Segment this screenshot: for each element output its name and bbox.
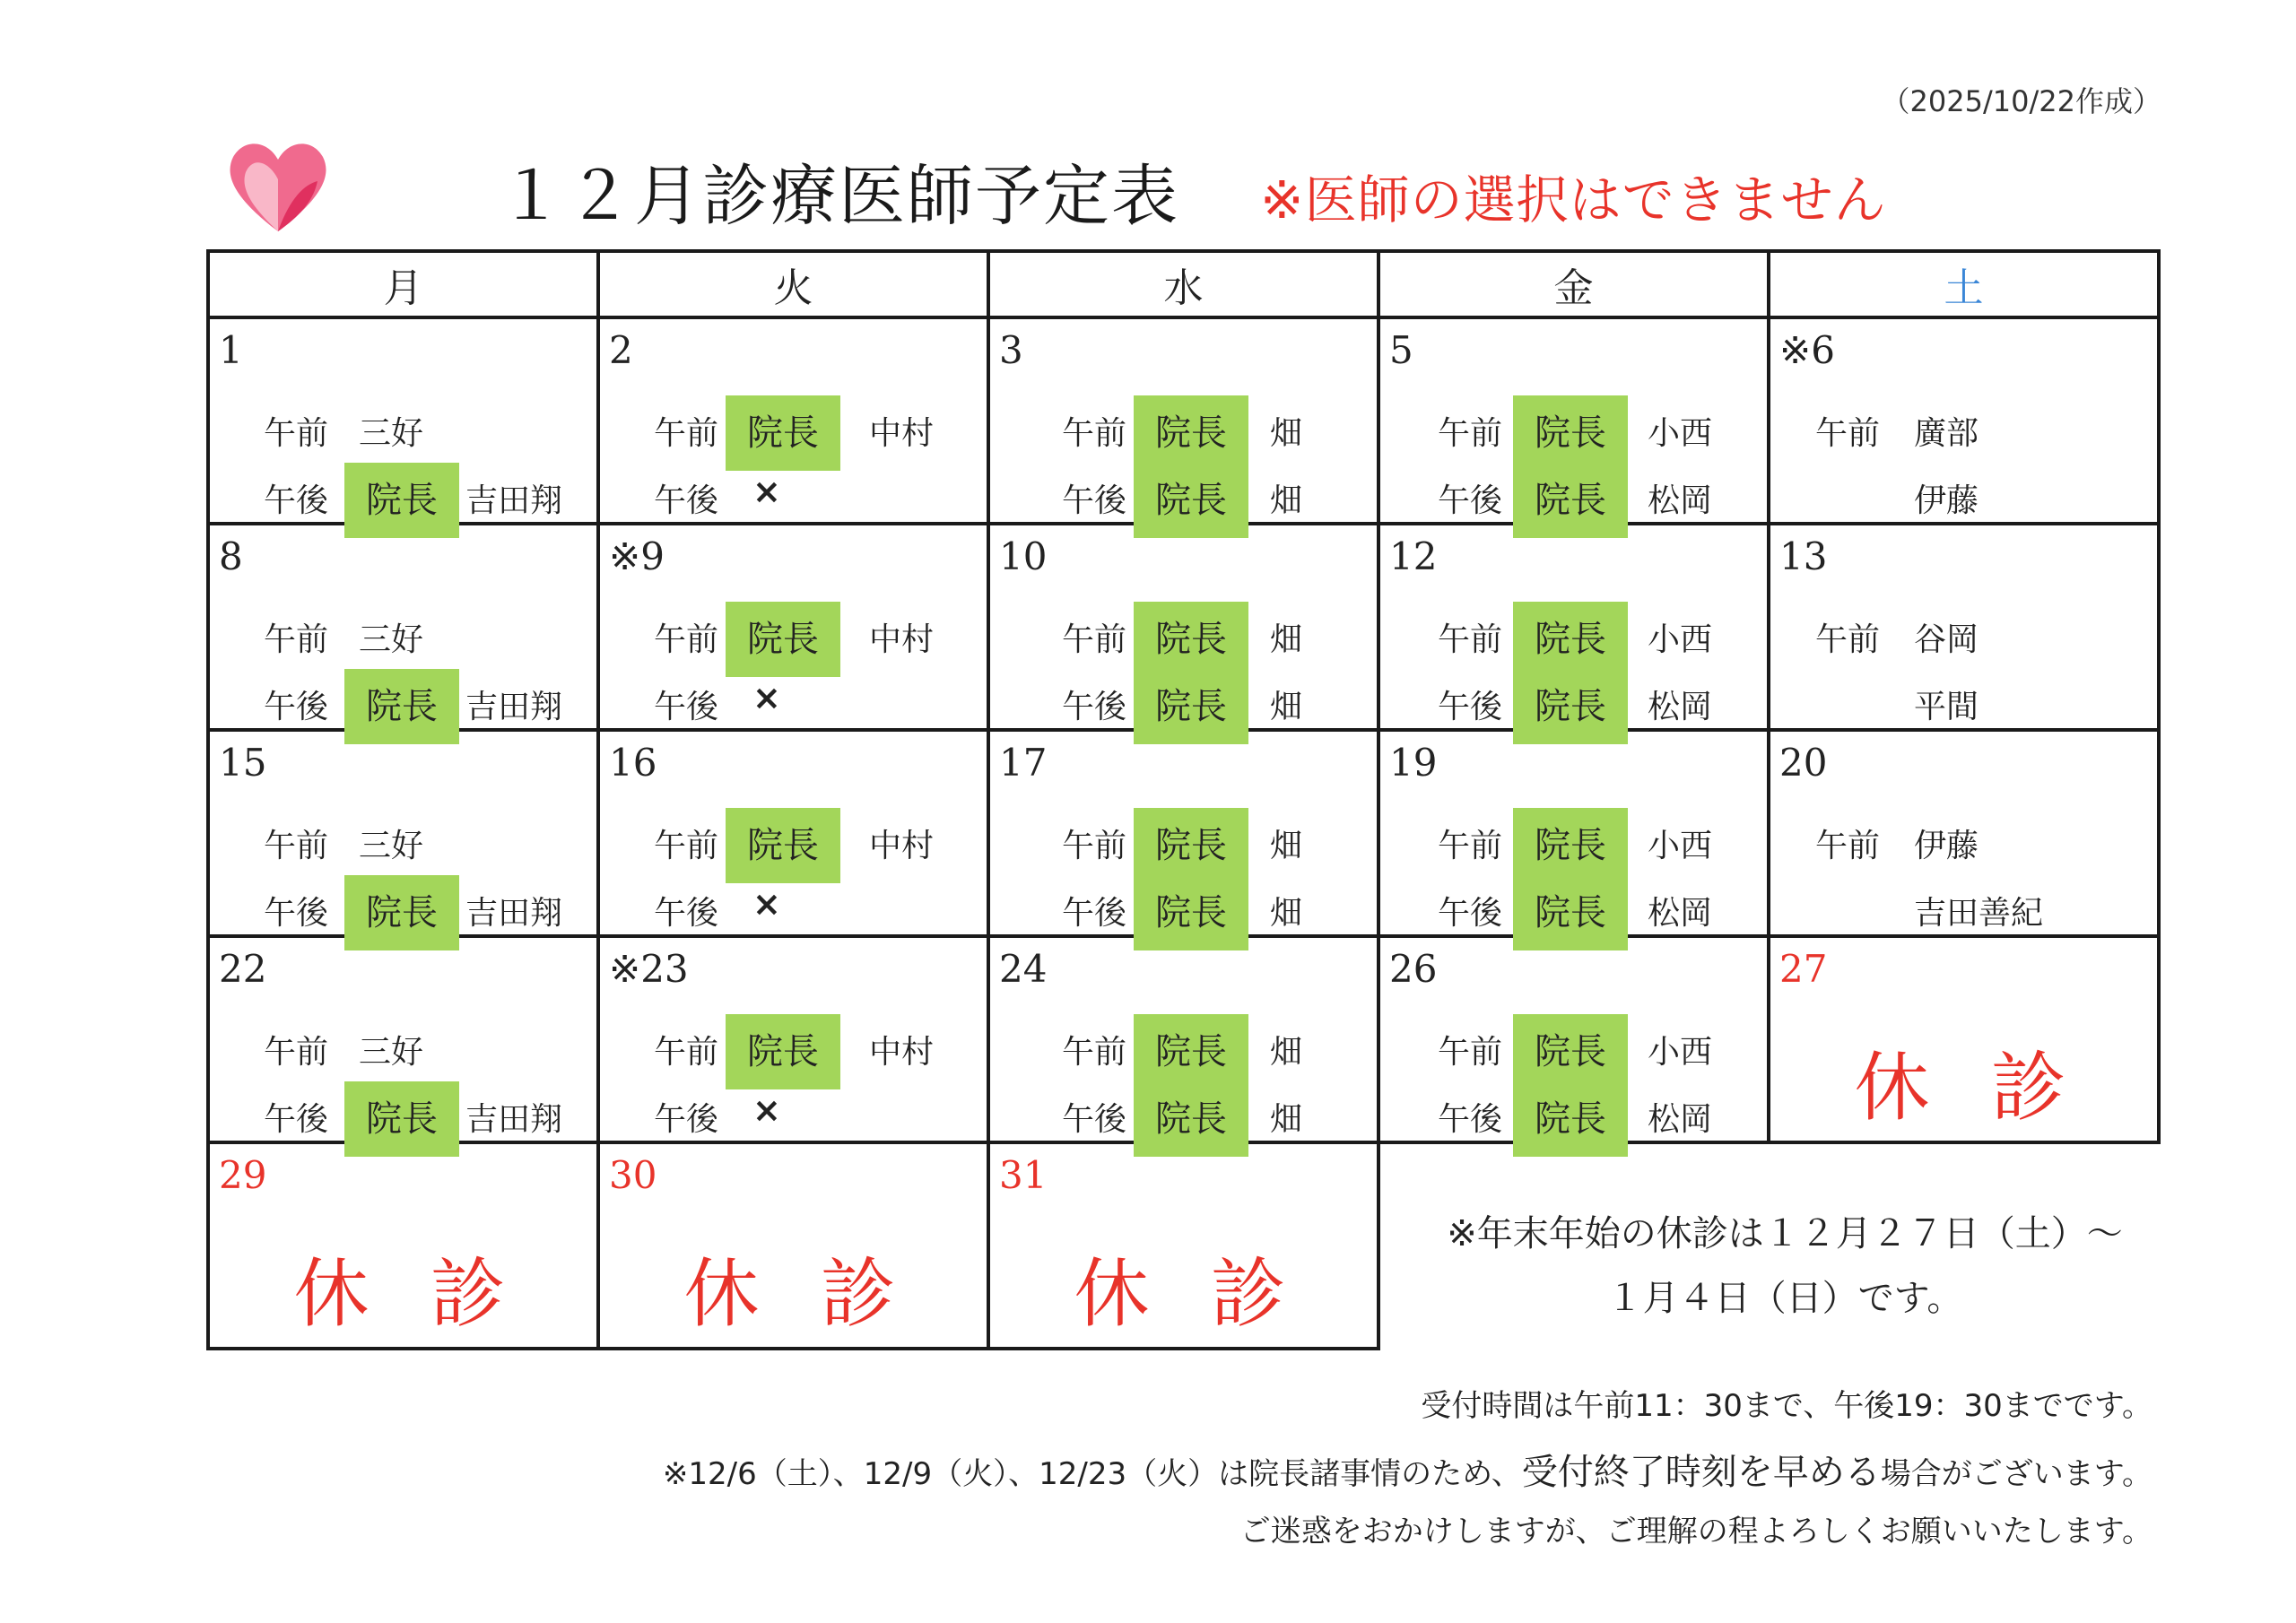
pm-doctor: 畑 bbox=[1270, 689, 1303, 725]
day-cell bbox=[208, 524, 598, 730]
am-doctor: 三好 bbox=[359, 621, 424, 658]
day-number: 30 bbox=[609, 1153, 657, 1197]
pm-doctor: 吉田翔 bbox=[465, 689, 563, 725]
closed-label bbox=[210, 1234, 596, 1342]
am-doctor: 谷岡 bbox=[1914, 621, 1979, 658]
day-number: 10 bbox=[999, 534, 1048, 578]
schedule-table bbox=[206, 249, 2161, 1350]
pm-label: 午後 bbox=[1062, 1101, 1127, 1138]
week-row bbox=[208, 730, 2159, 936]
day-cell bbox=[598, 936, 988, 1142]
no-clinic-mark: × bbox=[752, 1090, 781, 1130]
am-row bbox=[1770, 395, 2157, 453]
am-doctor: 三好 bbox=[359, 828, 424, 864]
day-cell bbox=[208, 1142, 598, 1349]
day-cell bbox=[598, 730, 988, 936]
inchou-badge: 院長 bbox=[1513, 669, 1628, 744]
inchou-badge: 院長 bbox=[1134, 602, 1248, 677]
header-tue: 火 bbox=[598, 251, 988, 317]
day-cell bbox=[598, 524, 988, 730]
am-doctor: 畑 bbox=[1270, 415, 1303, 452]
page-title: １２月診療医師予定表 bbox=[498, 158, 1179, 235]
heart-icon bbox=[224, 135, 332, 235]
pm-row bbox=[1380, 1081, 1767, 1139]
day-cell bbox=[1378, 317, 1769, 524]
pm-row bbox=[600, 875, 987, 933]
header-sat: 土 bbox=[1769, 251, 2159, 317]
created-date: （2025/10/22作成） bbox=[1881, 84, 2161, 118]
pm-label: 午後 bbox=[1438, 689, 1503, 725]
am-row bbox=[600, 395, 987, 453]
inchou-badge: 院長 bbox=[344, 463, 459, 538]
inchou-badge: 院長 bbox=[1513, 395, 1628, 471]
am-label: 午前 bbox=[654, 621, 719, 658]
pm-label: 午後 bbox=[654, 895, 719, 932]
week-row bbox=[208, 936, 2159, 1142]
am-row bbox=[600, 602, 987, 659]
day-number: 8 bbox=[219, 534, 243, 578]
am-label: 午前 bbox=[1062, 621, 1127, 658]
header-wed: 水 bbox=[988, 251, 1378, 317]
no-clinic-mark: × bbox=[752, 678, 781, 717]
pm-doctor: 松岡 bbox=[1648, 482, 1713, 519]
pm-label: 午後 bbox=[654, 482, 719, 519]
am-label: 午前 bbox=[264, 1034, 329, 1071]
pm-doctor: 松岡 bbox=[1648, 689, 1713, 725]
pm-doctor: 畑 bbox=[1270, 895, 1303, 932]
closed-char-1: 休 bbox=[293, 1250, 377, 1338]
pm-label: 午後 bbox=[1438, 895, 1503, 932]
am-label: 午前 bbox=[1815, 828, 1881, 864]
inchou-badge: 院長 bbox=[726, 1014, 840, 1089]
day-cell bbox=[208, 317, 598, 524]
day-number: 31 bbox=[999, 1153, 1048, 1197]
footer-apology: ご迷惑をおかけしますが、ご理解の程よろしくお願いいたします。 bbox=[1239, 1514, 2152, 1549]
day-cell bbox=[988, 524, 1378, 730]
pm-row bbox=[1770, 463, 2157, 520]
am-label: 午前 bbox=[1062, 1034, 1127, 1071]
day-cell bbox=[1378, 936, 1769, 1142]
no-clinic-mark: × bbox=[752, 884, 781, 924]
am-doctor: 畑 bbox=[1270, 1034, 1303, 1071]
am-label: 午前 bbox=[264, 621, 329, 658]
closed-char-2: 診 bbox=[820, 1250, 903, 1338]
am-label: 午前 bbox=[1815, 415, 1881, 452]
day-number: 27 bbox=[1779, 947, 1828, 991]
holiday-notice-line1: ※年末年始の休診は１２月２７日（土）～ bbox=[1447, 1213, 2123, 1254]
closed-label bbox=[1770, 1028, 2157, 1136]
am-label: 午前 bbox=[1815, 621, 1881, 658]
pm-row bbox=[1770, 875, 2157, 933]
pm-row bbox=[210, 669, 596, 726]
day-number: 29 bbox=[219, 1153, 267, 1197]
closed-char-1: 休 bbox=[1854, 1044, 1937, 1132]
am-doctor: 畑 bbox=[1270, 621, 1303, 658]
day-number: 3 bbox=[999, 328, 1023, 372]
week-row bbox=[208, 317, 2159, 524]
am-doctor: 中村 bbox=[869, 828, 935, 864]
inchou-badge: 院長 bbox=[726, 602, 840, 677]
am-row bbox=[990, 808, 1377, 865]
closed-char-1: 休 bbox=[683, 1250, 767, 1338]
am-doctor: 中村 bbox=[869, 621, 935, 658]
header-fri: 金 bbox=[1378, 251, 1769, 317]
am-doctor: 三好 bbox=[359, 415, 424, 452]
am-label: 午前 bbox=[1062, 828, 1127, 864]
day-number: 2 bbox=[609, 328, 633, 372]
am-row bbox=[210, 602, 596, 659]
inchou-badge: 院長 bbox=[1513, 602, 1628, 677]
am-doctor: 廣部 bbox=[1914, 415, 1979, 452]
closed-label bbox=[600, 1234, 987, 1342]
day-number: 16 bbox=[609, 741, 657, 785]
day-cell bbox=[1378, 524, 1769, 730]
inchou-badge: 院長 bbox=[344, 1081, 459, 1157]
pm-label: 午後 bbox=[264, 1101, 329, 1138]
am-row bbox=[600, 808, 987, 865]
inchou-badge: 院長 bbox=[1513, 875, 1628, 950]
day-cell bbox=[598, 317, 988, 524]
am-row bbox=[990, 602, 1377, 659]
day-number: 20 bbox=[1779, 741, 1828, 785]
notice-text: ※医師の選択はできません bbox=[1260, 169, 1887, 230]
am-row bbox=[210, 395, 596, 453]
pm-row bbox=[600, 669, 987, 726]
footer-note-b: 受付終了時刻を早める bbox=[1521, 1452, 1881, 1493]
day-number: ※9 bbox=[609, 534, 665, 578]
day-cell bbox=[598, 1142, 988, 1349]
pm-label: 午後 bbox=[264, 895, 329, 932]
pm-row bbox=[600, 463, 987, 520]
pm-row bbox=[990, 463, 1377, 520]
pm-doctor: 松岡 bbox=[1648, 1101, 1713, 1138]
no-clinic-mark: × bbox=[752, 472, 781, 511]
inchou-badge: 院長 bbox=[1513, 463, 1628, 538]
inchou-badge: 院長 bbox=[1134, 1014, 1248, 1089]
day-cell bbox=[1769, 524, 2159, 730]
inchou-badge: 院長 bbox=[1134, 395, 1248, 471]
inchou-badge: 院長 bbox=[726, 808, 840, 883]
day-number: 24 bbox=[999, 947, 1048, 991]
day-cell bbox=[988, 317, 1378, 524]
am-doctor: 畑 bbox=[1270, 828, 1303, 864]
footer-note-a: ※12/6（土）、12/9（火）、12/23（火）は院長諸事情のため、 bbox=[662, 1456, 1522, 1492]
holiday-notice-line2: １月４日（日）です。 bbox=[1606, 1278, 1963, 1319]
inchou-badge: 院長 bbox=[344, 875, 459, 950]
day-number: 15 bbox=[219, 741, 267, 785]
pm-doctor: 畑 bbox=[1270, 1101, 1303, 1138]
am-doctor: 伊藤 bbox=[1914, 828, 1979, 864]
day-number: ※6 bbox=[1779, 328, 1835, 372]
pm-label: 午後 bbox=[1062, 689, 1127, 725]
am-row bbox=[1380, 808, 1767, 865]
am-label: 午前 bbox=[1438, 621, 1503, 658]
pm-doctor: 吉田翔 bbox=[465, 1101, 563, 1138]
day-number: 12 bbox=[1389, 534, 1438, 578]
inchou-badge: 院長 bbox=[726, 395, 840, 471]
pm-row bbox=[990, 1081, 1377, 1139]
inchou-badge: 院長 bbox=[1134, 463, 1248, 538]
am-row bbox=[210, 1014, 596, 1072]
am-label: 午前 bbox=[264, 415, 329, 452]
am-row bbox=[1380, 395, 1767, 453]
holiday-notice bbox=[1399, 1202, 2170, 1331]
day-number: 5 bbox=[1389, 328, 1413, 372]
inchou-badge: 院長 bbox=[1134, 669, 1248, 744]
day-number: 13 bbox=[1779, 534, 1828, 578]
pm-label: 午後 bbox=[1438, 482, 1503, 519]
am-doctor: 中村 bbox=[869, 415, 935, 452]
day-cell bbox=[1378, 730, 1769, 936]
pm-label: 午後 bbox=[654, 689, 719, 725]
day-number: ※23 bbox=[609, 947, 689, 991]
inchou-badge: 院長 bbox=[1513, 1014, 1628, 1089]
am-row bbox=[210, 808, 596, 865]
am-doctor: 三好 bbox=[359, 1034, 424, 1071]
pm-row bbox=[1380, 875, 1767, 933]
am-row bbox=[600, 1014, 987, 1072]
pm-doctor: 松岡 bbox=[1648, 895, 1713, 932]
day-cell bbox=[1769, 936, 2159, 1142]
day-number: 17 bbox=[999, 741, 1048, 785]
footer-note bbox=[663, 1444, 2152, 1495]
pm-row bbox=[1770, 669, 2157, 726]
am-label: 午前 bbox=[654, 828, 719, 864]
am-doctor-2: 伊藤 bbox=[1914, 482, 1979, 519]
day-number: 1 bbox=[219, 328, 243, 372]
header-mon: 月 bbox=[208, 251, 598, 317]
inchou-badge: 院長 bbox=[1513, 1081, 1628, 1157]
am-row bbox=[1380, 1014, 1767, 1072]
day-number: 19 bbox=[1389, 741, 1438, 785]
am-label: 午前 bbox=[654, 1034, 719, 1071]
pm-doctor: 吉田翔 bbox=[465, 895, 563, 932]
am-doctor-2: 吉田善紀 bbox=[1914, 895, 2044, 932]
pm-label: 午後 bbox=[1062, 482, 1127, 519]
am-label: 午前 bbox=[1062, 415, 1127, 452]
pm-label: 午後 bbox=[654, 1101, 719, 1138]
am-row bbox=[990, 1014, 1377, 1072]
week-row bbox=[208, 524, 2159, 730]
closed-char-1: 休 bbox=[1074, 1250, 1157, 1338]
day-cell bbox=[1769, 730, 2159, 936]
inchou-badge: 院長 bbox=[1134, 808, 1248, 883]
am-doctor: 小西 bbox=[1648, 1034, 1713, 1071]
am-label: 午前 bbox=[1438, 1034, 1503, 1071]
pm-doctor: 畑 bbox=[1270, 482, 1303, 519]
day-cell bbox=[1769, 317, 2159, 524]
pm-row bbox=[1380, 669, 1767, 726]
am-label: 午前 bbox=[264, 828, 329, 864]
am-doctor-2: 平間 bbox=[1914, 689, 1979, 725]
day-cell bbox=[208, 730, 598, 936]
am-label: 午前 bbox=[654, 415, 719, 452]
header-row bbox=[208, 251, 2159, 317]
am-row bbox=[1380, 602, 1767, 659]
closed-label bbox=[990, 1234, 1377, 1342]
footer-hours: 受付時間は午前11：30まで、午後19：30までです。 bbox=[1421, 1388, 2152, 1424]
inchou-badge: 院長 bbox=[1513, 808, 1628, 883]
pm-row bbox=[1380, 463, 1767, 520]
pm-row bbox=[210, 1081, 596, 1139]
pm-row bbox=[600, 1081, 987, 1139]
inchou-badge: 院長 bbox=[1134, 875, 1248, 950]
am-label: 午前 bbox=[1438, 828, 1503, 864]
closed-char-2: 診 bbox=[1990, 1044, 2074, 1132]
pm-row bbox=[210, 875, 596, 933]
pm-row bbox=[210, 463, 596, 520]
am-doctor: 小西 bbox=[1648, 621, 1713, 658]
am-doctor: 小西 bbox=[1648, 828, 1713, 864]
am-doctor: 中村 bbox=[869, 1034, 935, 1071]
pm-label: 午後 bbox=[1062, 895, 1127, 932]
pm-row bbox=[990, 669, 1377, 726]
am-label: 午前 bbox=[1438, 415, 1503, 452]
day-cell bbox=[208, 936, 598, 1142]
footer-note-c: 場合がございます。 bbox=[1880, 1456, 2152, 1492]
am-doctor: 小西 bbox=[1648, 415, 1713, 452]
day-cell bbox=[988, 936, 1378, 1142]
day-number: 26 bbox=[1389, 947, 1438, 991]
inchou-badge: 院長 bbox=[344, 669, 459, 744]
day-cell bbox=[988, 1142, 1378, 1349]
pm-doctor: 吉田翔 bbox=[465, 482, 563, 519]
pm-label: 午後 bbox=[1438, 1101, 1503, 1138]
day-cell bbox=[988, 730, 1378, 936]
day-number: 22 bbox=[219, 947, 267, 991]
am-row bbox=[990, 395, 1377, 453]
closed-char-2: 診 bbox=[1210, 1250, 1293, 1338]
pm-label: 午後 bbox=[264, 482, 329, 519]
inchou-badge: 院長 bbox=[1134, 1081, 1248, 1157]
pm-row bbox=[990, 875, 1377, 933]
am-row bbox=[1770, 808, 2157, 865]
am-row bbox=[1770, 602, 2157, 659]
closed-char-2: 診 bbox=[430, 1250, 513, 1338]
pm-label: 午後 bbox=[264, 689, 329, 725]
